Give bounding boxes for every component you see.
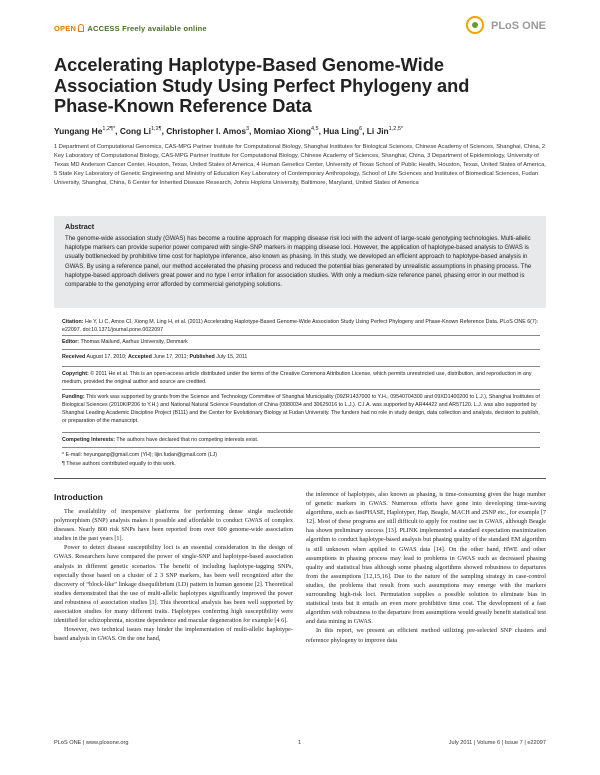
editor [62,338,540,346]
citation [62,318,540,334]
author-name: Momiao Xiong [253,126,311,136]
author-name: Hua Ling [323,126,360,136]
author-name: Christopher I. Amos [166,126,246,136]
journal-logo-text: PLoS ONE [490,20,546,32]
author-name: Li Jin [366,126,389,136]
journal-logo [466,16,546,34]
paragraph: the inference of haplotypes, also known as phasing, is time-consuming given the huge number of genetic markers in GWAS. Numerous efforts have gone into developing time-saving algorithms, such as fastPHASE, Haplotyper, Hap, Beagle, MACH and 2SNP etc., for example [7 12]. Most of these programs are still difficult to apply for routine use in GWAS, although Beagle has shown preliminary success [13]. PLINK implemented a standard expectation maximization algorithm to conduct haplotype-based analysis but phasing quality of the standard EM algorithm is still unknown when applied to GWAS data [14]. On the other hand, HWE and other assumptions in phasing process may lead to problems in GWAS such as decreased phasing quality and statistical bias although some phasing algorithms showed robustness to departures from the assumptions [12,15,16]. Due to the nature of the sampling strategy in case-control studies, the problems that result from such assumptions may emerge with the markers surrounding high-risk loci. Permutation supplies a possible solution to eliminate bias in statistical tests but it entails an even more prohibitive time cost. The development of a fast algorithm with robustness to the departure from assumptions would greatly benefit statistical test and data mining in GWAS. [306,491,546,626]
author-affiliation-marker: 4,5 [310,126,319,133]
open-access-text: ACCESS Freely available online [87,24,207,33]
author-affiliation-marker: 1,2¶* [102,126,116,133]
author-name: Yungang He [54,126,103,136]
footer-journal-url: PLoS ONE | www.plosone.org [54,740,129,746]
equal-contribution-note: ¶ These authors contributed equally to this work. [62,461,176,467]
received-label: Received [62,354,86,360]
open-access-label [54,24,207,33]
divider [62,432,540,433]
divider [62,335,540,336]
divider [62,447,540,448]
author-affiliation-marker: 3 [245,126,250,133]
editor-text: Thomas Mailund, Aarhus University, Denmark [80,339,188,345]
funding-label: Funding: [62,394,85,400]
divider [62,349,540,350]
abstract-heading: Abstract [65,222,95,231]
affiliations: 1 Department of Computational Genomics, CAS-MPG Partner Institute for Computational Biology, Shanghai Institutes for Biological Sciences, Chinese Academy of Sciences, Shanghai, China, 2 Key Laboratory of Computational Biology, CAS-MPG Partner Institute for Computational Biology, Chinese Academy of Sciences, Shanghai, China, 3 Department of Epidemiology, University of Texas MD Anderson Cancer Center, Houston, Texas, United States of America, 4 Human Genetics Center, University of Texas School of Public Health, Houston, Texas, United States of America, 5 State Key Laboratory of Genetic Engineering and Ministry of Education Key Laboratory of Contemporary Anthropology, School of Life Sciences and Institutes of Biomedical Sciences, Fudan University, Shanghai, China, 6 Center for Inherited Disease Research, Johns Hopkins University, Baltimore, Maryland, United States of America [54,144,546,187]
copyright-label: Copyright: [62,371,89,377]
published-label: Published [189,354,215,360]
introduction-heading: Introduction [54,492,103,502]
page-number: 1 [298,740,302,746]
corresponding-email: * E-mail: heyungang@gmail.com (YH); lijin.fudan@gmail.com (LJ) [62,452,218,458]
article-dates [62,353,540,361]
editor-label: Editor: [62,339,80,345]
abstract-box [54,216,546,308]
open-access-word: OPEN [54,24,77,33]
paragraph: In this report, we present an efficient method utilizing pre-selected SNP clusters and reference phylogeny to improve data [306,627,546,644]
open-access-lock-icon [78,24,84,32]
journal-header-bar [54,22,546,44]
copyright [62,370,540,386]
citation-label: Citation: [62,319,84,325]
competing-text: The authors have declared that no competing interests exist. [116,437,259,443]
accepted-date: June 17, 2011; [153,354,188,360]
author-list: Yungang $He^{1,2\P*}$, Cong $Li^{1,2\P}$, Christopher I. Amos$^3$, Momiao Xiong$^{4,5}$, Hua Ling$^6$, Li Jin$^{1,2,5*}$ [54,126,404,136]
citation-text: He Y, Li C, Amos CI, Xiong M, Ling H, et al. (2011) Accelerating Haplotype-Based Genome-Wide Association Study Using Perfect Phylogeny and Phase-Known Reference Data. PLoS ONE 6(7): e22097. doi:10.1371/journal.pone.0022097 [62,319,539,334]
divider [62,366,540,367]
paragraph: However, two technical issues may hinder the implementation of multi-allelic haplotype-based analysis in GWAS. On the one hand, [54,626,293,643]
body-column-right [306,490,546,645]
plos-logo-icon [466,16,484,34]
funding [62,393,540,425]
received-date: August 17, 2010; [86,354,127,360]
body-column-left [54,507,293,643]
author-affiliation-marker: 1,2¶ [150,126,162,133]
article-title: Accelerating Haplotype-Based Genome-Wide Association Study Using Perfect Phylogeny and Phase-Known Reference Data [54,55,470,116]
divider [62,389,540,390]
copyright-text: © 2011 He et al. This is an open-access article distributed under the terms of the Creative Commons Attribution License, which permits unrestricted use, distribution, and reproduction in any medium, provided the original author and source are credited. [62,371,532,386]
published-date: July 15, 2011 [216,354,248,360]
author-name: Cong Li [119,126,151,136]
competing-interests [62,436,540,444]
footer-issue: July 2011 | Volume 6 | Issue 7 | e22097 [448,740,546,746]
competing-label: Competing Interests: [62,437,115,443]
funding-text: This work was supported by grants from the Science and Technology Committee of Shanghai Municipality (09ZR1437000 to Y.H., 09540704300 and 09XD1400200 to L.J.), Shanghai Institutes of Biological Sciences (2010KIP206 to Y.H.) and National Natural Science Foundation of China (0080034 and 30625016 to L.J.). C.I.A. was supported by AR44422 and AR57120. L.J. was also supported by Shanghai Leading Academic Discipline Project (B111) and the Center for Evolutionary Biology at Fudan University. The funders had no role in study design, data collection and analysis, decision to publish, or preparation of the manuscript. [62,394,540,425]
paragraph: The availability of inexpensive platforms for performing dense single nucleotide polymorphism (SNP) analysis makes it possible and affordable to conduct GWAS of complex diseases. Nearly 800 risk SNPs have been reported from over 600 genome-wide association studies in the past years [1]. [54,508,293,543]
paragraph: Power to detect disease susceptibility loci is an essential consideration in the design of GWAS. Researchers have compared the power of single-SNP and haplotype-based association analysis in different genetic scenarios. The benefit of including haplotype-tagging SNPs, especially those based on a cluster of 2 3 SNP markers, has been well recognized after the discovery of “block-like” linkage disequilibrium (LD) pattern in human genome [2]. Theoretical studies demonstrated that the use of multi-allelic haplotypes significantly improved the power and robustness of association studies [3]. This theoretical analysis has been well supported by association studies for many different traits. Haplotypes conferring high susceptibility were identified for schizophrenia, nicotine dependence and macular degeneration for example [4 6]. [54,544,293,625]
author-affiliation-marker: 1,2,5* [388,126,404,133]
section-divider [54,478,546,479]
author-affiliation-marker: 6 [359,126,363,133]
accepted-label: Accepted [128,354,152,360]
abstract-text: The genome-wide association study (GWAS) has become a routine approach for mapping disease risk loci with the advent of large-scale genotyping technologies. Multi-allelic haplotype markers can provide superior power compared with single-SNP markers in mapping disease loci. However, the application of haplotype-based analysis to GWAS is usually bottlenecked by prohibitive time cost for haplotype inference, also known as phasing. In this study, we developed an efficient approach to haplotype-based analysis in GWAS. By using a reference panel, our method accelerated the phasing process and reduced the potential bias generated by unrealistic assumptions in phasing process. The haplotype-based approach delivers great power and no type I error inflation for association studies. With only a medium-size reference panel, phasing error in our method is comparable to the genotyping error afforded by commercial genotyping solutions. [65,236,532,289]
